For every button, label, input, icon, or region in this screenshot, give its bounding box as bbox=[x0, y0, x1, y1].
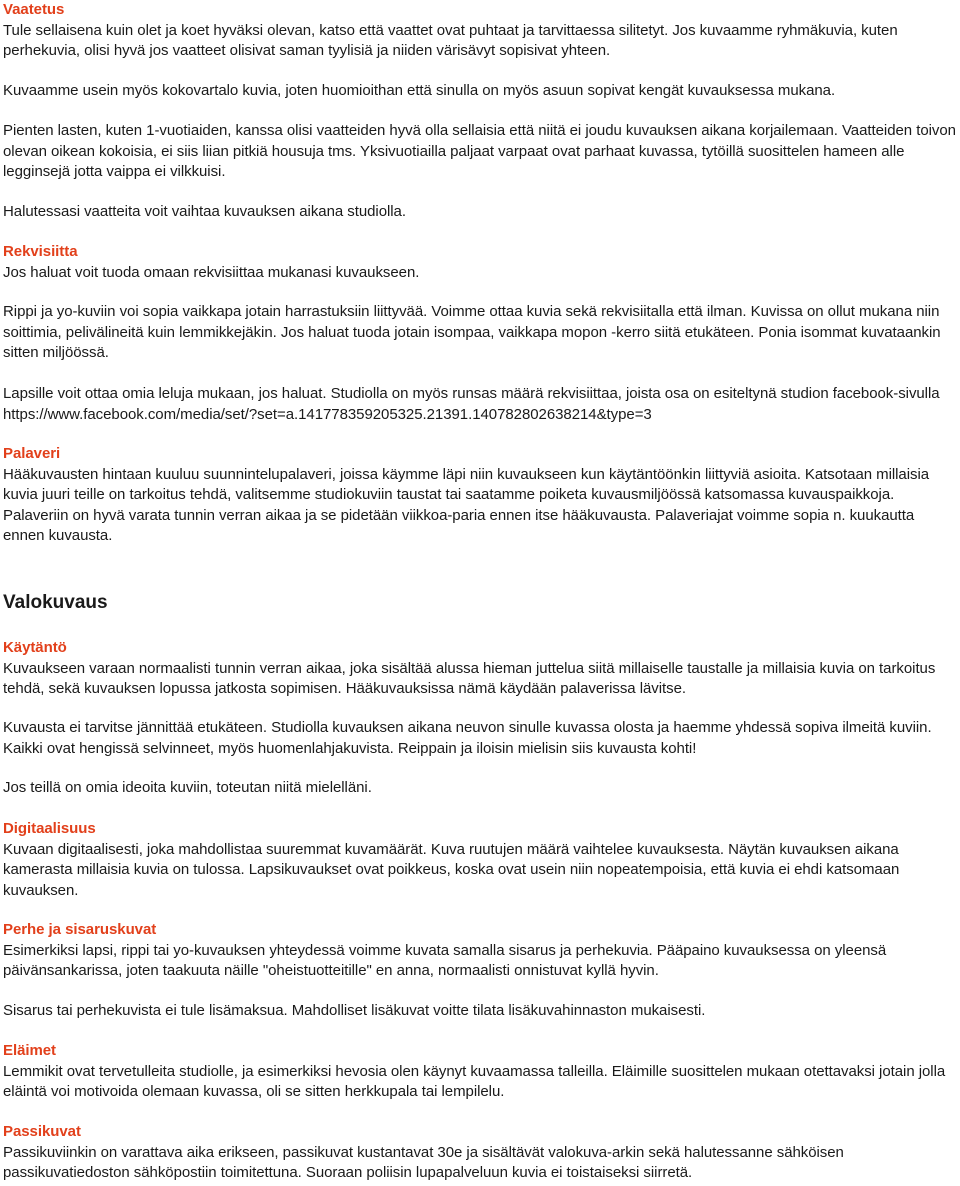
section-heading-passikuvat: Passikuvat bbox=[3, 1123, 81, 1140]
paragraph: Tule sellaisena kuin olet ja koet hyväksi olevan, katso että vaattet ovat puhtaat ja tarvittaessa silitetyt. Jos kuvaamme ryhmäkuvia, kuten perhekuvia, olisi hyvä jos vaatteet olisivat saman tyylisiä ja niiden värisävyt sopisivat yhteen. bbox=[3, 21, 898, 59]
paragraph-block bbox=[3, 121, 957, 183]
paragraph: Kuvaukseen varaan normaalisti tunnin verran aikaa, joka sisältää alussa hieman juttelua siitä millaiselle taustalle ja millaisia kuvia on tarkoitus tehdä, sekä kuvauksen lopussa jatkosta sopimisen. Hääkuvauksissa nämä käydään palaverissa lävitse. bbox=[3, 659, 936, 697]
paragraph: Esimerkiksi lapsi, rippi tai yo-kuvauksen yhteydessä voimme kuvata samalla sisarus ja perhekuvia. Pääpaino kuvauksessa on yleensä päivänsankarissa, joten taakuuta näille "oheistuotteitille" en anna, normaalisti onnistuvat kyllä hyvin. bbox=[3, 941, 887, 979]
paragraph-block bbox=[3, 778, 957, 799]
section-perhe-ja-sisaruskuvat bbox=[3, 920, 957, 982]
section-passikuvat bbox=[3, 1122, 957, 1184]
paragraph: Kuvaamme usein myös kokovartalo kuvia, joten huomioithan että sinulla on myös asuun sopivat kengät kuvauksessa mukana. bbox=[3, 82, 836, 99]
section-kaytanto bbox=[3, 638, 957, 700]
section-vaatetus-heading-block bbox=[3, 0, 957, 62]
paragraph: Passikuviinkin on varattava aika erikseen, passikuvat kustantavat 30e ja sisältävät valokuva-arkin sekä halutessanne sähköisen passikuvatiedoston sähköpostiin toimitettuna. Suoraan poliisin lupapalveluun kuvia ei toistaiseksi siirretä. bbox=[3, 1143, 844, 1181]
section-heading-palaveri: Palaveri bbox=[3, 445, 61, 462]
paragraph: Halutessasi vaatteita voit vaihtaa kuvauksen aikana studiolla. bbox=[3, 203, 406, 220]
paragraph: Pienten lasten, kuten 1-vuotiaiden, kanssa olisi vaatteiden hyvä olla sellaisia että niitä ei joudu kuvauksen aikana korjailemaan. Vaatteiden toivon olevan oikean kokoisia, ei siis liian pitkiä housuja tms. Yksivuotiailla paljaat varpaat ovat parhaat kuvassa, tytöillä suosittelen hameen alle legginsejä jotta vaippa ei vilkkuisi. bbox=[3, 122, 956, 180]
paragraph-block bbox=[3, 81, 957, 102]
paragraph: Lapsille voit ottaa omia leluja mukaan, jos haluat. Studiolla on myös runsas määrä rekvisiittaa, joista osa on esiteltynä studion facebook-sivulla https://www.facebook.com/media/set/?set=a.141778359205325.21391.140782802638214&type=3 bbox=[3, 385, 940, 423]
paragraph-block bbox=[3, 1001, 957, 1022]
section-heading-vaatetus: Vaatetus bbox=[3, 1, 65, 18]
section-heading-rekvisiitta: Rekvisiitta bbox=[3, 243, 78, 260]
paragraph: Kuvausta ei tarvitse jännittää etukäteen. Studiolla kuvauksen aikana neuvon sinulle kuvassa olosta ja haemme yhdessä sopiva ilmeitä kuviin. Kaikki ovat hengissä selvinneet, myös huomenlahjakuvista. Reippain ja iloisin mielisin siis kuvausta kohti! bbox=[3, 719, 932, 757]
paragraph: Jos teillä on omia ideoita kuviin, toteutan niitä mielelläni. bbox=[3, 779, 372, 796]
paragraph-block bbox=[3, 718, 957, 759]
paragraph: Kuvaan digitaalisesti, joka mahdollistaa suuremmat kuvamäärät. Kuva ruutujen määrä vaihtelee kuvauksesta. Näytän kuvauksen aikana kamerasta millaisia kuvia on tulossa. Lapsikuvaukset ovat poikkeus, koska ovat usein niin nopeatempoisia, että kuvia ei ehdi katsomaan kuvauksen. bbox=[3, 840, 900, 899]
paragraph: Sisarus tai perhekuvista ei tule lisämaksua. Mahdolliset lisäkuvat voitte tilata lisäkuvahinnaston mukaisesti. bbox=[3, 1002, 706, 1019]
paragraph-block bbox=[3, 384, 957, 425]
section-heading-digitaalisuus: Digitaalisuus bbox=[3, 820, 96, 837]
page-section-title: Valokuvaus bbox=[3, 592, 108, 613]
section-elaimet bbox=[3, 1041, 957, 1103]
paragraph-block bbox=[3, 202, 957, 223]
paragraph: Hääkuvausten hintaan kuuluu suunnintelupalaveri, joissa käymme läpi niin kuvaukseen kun käytäntöönkin liittyviä asioita. Katsotaan millaisia kuvia juuri teille on tarkoitus tehdä, valitsemme studiokuviin taustat tai saatamme poiketa kuvausmiljöössä katsomassa kuvauspaikkoja. Palaveriin on hyvä varata tunnin verran aikaa ja se pidetään viikkoa-paria ennen itse hääkuvausta. Palaveriajat voimme sopia n. kuukautta ennen kuvausta. bbox=[3, 465, 930, 544]
section-palaveri bbox=[3, 444, 957, 547]
section-digitaalisuus bbox=[3, 819, 957, 901]
paragraph-block bbox=[3, 302, 957, 364]
section-heading-kaytanto: Käytäntö bbox=[3, 639, 67, 656]
paragraph: Jos haluat voit tuoda omaan rekvisiittaa mukanasi kuvaukseen. bbox=[3, 263, 420, 281]
section-heading-elaimet: Eläimet bbox=[3, 1042, 57, 1059]
section-heading-perhe-ja-sisaruskuvat: Perhe ja sisaruskuvat bbox=[3, 921, 157, 938]
section-rekvisiitta bbox=[3, 242, 957, 283]
paragraph: Lemmikit ovat tervetulleita studiolle, ja esimerkiksi hevosia olen käynyt kuvaamassa talleilla. Eläimille suosittelen mukaan otettavaksi jotain jolla eläintä voi motivoida olemaan kuvassa, oli se sitten herkkupala tai lempilelu. bbox=[3, 1062, 946, 1100]
paragraph: Rippi ja yo-kuviin voi sopia vaikkapa jotain harrastuksiin liittyvää. Voimme ottaa kuvia sekä rekvisiitalla että ilman. Kuvissa on ollut mukana niin soittimia, pelivälineitä kuin lemmikkejäkin. Jos haluat tuoda jotain isompaa, vaikkapa mopon -kerro siitä etukäteen. Ponia isommat kuvataankin sitten miljöössä. bbox=[3, 303, 941, 361]
